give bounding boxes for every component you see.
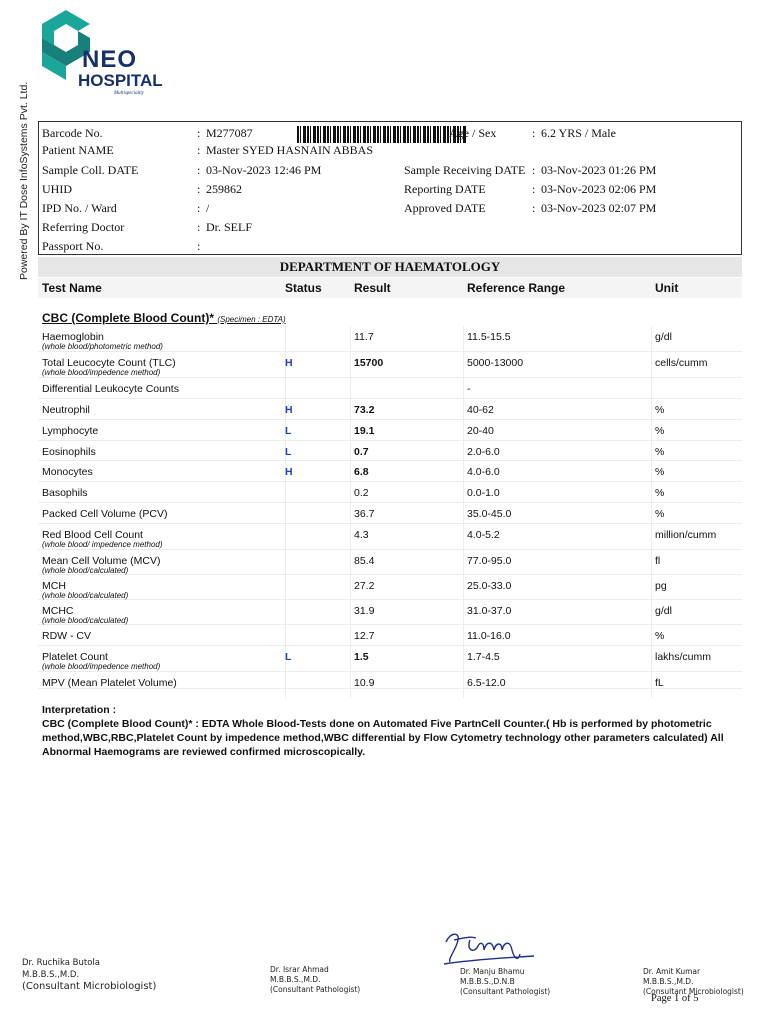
test-name: MCH <box>42 580 66 592</box>
test-name: Eosinophils <box>42 446 96 458</box>
result-value: 0.7 <box>354 446 369 458</box>
test-method: (whole blood/photometric method) <box>42 342 163 351</box>
colon: : <box>197 143 201 157</box>
approved-date-label: Approved DATE <box>404 201 486 215</box>
doctor-name: Dr. Ruchika Butola <box>22 958 101 968</box>
unit: % <box>655 508 665 520</box>
unit: g/dl <box>655 605 672 617</box>
reference-range: 5000-13000 <box>467 357 524 369</box>
sample-coll-label: Sample Coll. DATE <box>42 163 139 177</box>
test-name: MCHC <box>42 605 74 617</box>
section-title-text: CBC (Complete Blood Count)* <box>42 311 214 325</box>
status-flag: L <box>285 425 292 437</box>
colon: : <box>197 126 201 140</box>
table-row <box>38 575 742 600</box>
test-name: Neutrophil <box>42 404 90 416</box>
test-name: RDW - CV <box>42 630 91 642</box>
table-row <box>38 600 742 625</box>
reference-range: 11.0-16.0 <box>467 630 511 642</box>
uhid-value: 259862 <box>206 182 242 196</box>
department-header: DEPARTMENT OF HAEMATOLOGY <box>38 257 742 277</box>
result-value: 73.2 <box>354 404 375 416</box>
passport-label: Passport No. <box>42 239 104 253</box>
sample-coll-value: 03-Nov-2023 12:46 PM <box>206 163 322 177</box>
reference-range: 77.0-95.0 <box>467 555 512 567</box>
table-row <box>38 482 742 503</box>
unit: pg <box>655 580 667 592</box>
status-flag: H <box>285 466 293 478</box>
doctor-role: (Consultant Pathologist) <box>460 987 551 996</box>
reference-range: 2.0-6.0 <box>467 446 500 458</box>
referring-doctor-label: Referring Doctor <box>42 220 125 234</box>
test-name: Haemoglobin <box>42 331 104 343</box>
result-value: 85.4 <box>354 555 375 567</box>
reporting-date-value: 03-Nov-2023 02:06 PM <box>541 182 657 196</box>
table-row <box>38 399 742 420</box>
signature-block <box>22 957 156 993</box>
col-result: Result <box>354 281 391 295</box>
result-value: 10.9 <box>354 677 375 689</box>
reference-range: 1.7-4.5 <box>467 651 500 663</box>
table-row <box>38 420 742 441</box>
col-reference-range: Reference Range <box>467 281 566 295</box>
barcode-image <box>297 126 467 143</box>
test-name: Platelet Count <box>42 651 108 663</box>
signature-block <box>270 965 360 995</box>
unit: fL <box>655 677 664 689</box>
table-row <box>38 550 742 575</box>
colon: : <box>197 239 201 253</box>
signature-image <box>440 928 540 968</box>
unit: % <box>655 446 665 458</box>
doctor-name: Dr. Manju Bhamu <box>460 967 525 976</box>
patient-details <box>38 121 742 255</box>
reference-range: 40-62 <box>467 404 494 416</box>
referring-doctor-value: Dr. SELF <box>206 220 253 234</box>
result-value: 19.1 <box>354 425 375 437</box>
reporting-date-label: Reporting DATE <box>404 182 486 196</box>
sample-receiving-label: Sample Receiving DATE <box>404 163 526 177</box>
reference-range: 25.0-33.0 <box>467 580 512 592</box>
logo-text-hospital: HOSPITAL <box>78 71 163 90</box>
test-name: Packed Cell Volume (PCV) <box>42 508 168 520</box>
col-unit: Unit <box>655 281 679 295</box>
interpretation-text: CBC (Complete Blood Count)* : EDTA Whole Blood-Tests done on Automated Five PartnCell Counter.( Hb is performed by photometric method,WBC,RBC,Platelet Count by impedence method,WBC differential by Flow Cytometry technology other parameters calculated) All Abnormal Haemograms are reviewed confirmed microscopically. <box>42 718 724 758</box>
unit: lakhs/cumm <box>655 651 712 663</box>
barcode-label: Barcode No. <box>42 126 103 140</box>
section-title <box>42 311 286 325</box>
test-method: (whole blood/calculated) <box>42 616 129 625</box>
result-value: 11.7 <box>354 331 374 343</box>
status-flag: H <box>285 404 293 416</box>
age-sex-value: 6.2 YRS / Male <box>541 126 616 140</box>
reference-range: 4.0-5.2 <box>467 529 500 541</box>
age-sex-label: Age / Sex <box>449 126 497 140</box>
doctor-degree: M.B.B.S.,M.D. <box>22 970 80 980</box>
status-flag: L <box>285 446 292 458</box>
sample-receiving-value: 03-Nov-2023 01:26 PM <box>541 163 657 177</box>
logo-text-neo: NEO <box>82 46 138 73</box>
doctor-name: Dr. Israr Ahmad <box>270 965 329 974</box>
page-number: Page 1 of 5 <box>651 993 699 1004</box>
result-value: 31.9 <box>354 605 375 617</box>
table-row <box>38 672 742 689</box>
test-method: (whole blood/ impedence method) <box>42 540 163 549</box>
powered-by-text: Powered By IT Dose InfoSystems Pvt. Ltd. <box>18 81 30 280</box>
colon: : <box>197 220 201 234</box>
doctor-degree: M.B.B.S.,M.D. <box>643 977 694 986</box>
reference-range: 35.0-45.0 <box>467 508 512 520</box>
result-value: 1.5 <box>354 651 369 663</box>
unit: % <box>655 425 665 437</box>
table-row <box>38 461 742 482</box>
table-row <box>38 503 742 524</box>
col-status: Status <box>285 281 322 295</box>
test-name: Mean Cell Volume (MCV) <box>42 555 161 567</box>
unit: % <box>655 466 665 478</box>
reference-range: 20-40 <box>467 425 494 437</box>
colon: : <box>532 163 536 177</box>
result-value: 12.7 <box>354 630 375 642</box>
unit: % <box>655 404 665 416</box>
test-method: (whole blood/calculated) <box>42 591 129 600</box>
test-name: Differential Leukocyte Counts <box>42 383 179 395</box>
reference-range: 4.0-6.0 <box>467 466 500 478</box>
status-flag: L <box>285 651 292 663</box>
test-name: Lymphocyte <box>42 425 99 437</box>
logo-tagline: Multispeciality <box>114 91 144 96</box>
unit: fl <box>655 555 661 567</box>
table-row <box>38 646 742 672</box>
test-name: Monocytes <box>42 466 93 478</box>
doctor-role: (Consultant Microbiologist) <box>643 987 744 996</box>
colon: : <box>197 201 201 215</box>
result-value: 0.2 <box>354 487 369 499</box>
ipd-value: / <box>206 201 210 215</box>
table-row <box>38 326 742 352</box>
test-method: (whole blood/impedence method) <box>42 662 161 671</box>
colon: : <box>197 163 201 177</box>
unit: % <box>655 487 665 499</box>
table-row <box>38 524 742 550</box>
status-flag: H <box>285 357 293 369</box>
doctor-degree: M.B.B.S.,D.N.B <box>460 977 515 986</box>
col-test-name: Test Name <box>42 281 102 295</box>
doctor-degree: M.B.B.S.,M.D. <box>270 975 321 984</box>
reference-range: 0.0-1.0 <box>467 487 500 499</box>
result-value: 15700 <box>354 357 384 369</box>
result-value: 27.2 <box>354 580 375 592</box>
table-row <box>38 378 742 399</box>
doctor-role: (Consultant Microbiologist) <box>22 981 157 992</box>
signature-block <box>460 967 550 997</box>
reference-range: 11.5-15.5 <box>467 331 511 343</box>
reference-range: 6.5-12.0 <box>467 677 506 689</box>
reference-range: 31.0-37.0 <box>467 605 512 617</box>
test-name: Basophils <box>42 487 88 499</box>
uhid-label: UHID <box>42 182 72 196</box>
patient-name-label: Patient NAME <box>42 143 114 157</box>
result-value: 36.7 <box>354 508 375 520</box>
colon: : <box>532 182 536 196</box>
result-value: 4.3 <box>354 529 369 541</box>
table-row <box>38 352 742 378</box>
interpretation-title: Interpretation : <box>42 704 117 716</box>
result-value: 6.8 <box>354 466 369 478</box>
test-method: (whole blood/calculated) <box>42 566 129 575</box>
doctor-name: Dr. Amit Kumar <box>643 967 701 976</box>
table-row <box>38 625 742 646</box>
specimen-note: (Specimen : EDTA) <box>217 315 286 324</box>
test-name: Total Leucocyte Count (TLC) <box>42 357 176 369</box>
table-row <box>38 441 742 461</box>
reference-range: - <box>467 383 471 395</box>
unit: g/dl <box>655 331 672 343</box>
ipd-label: IPD No. / Ward <box>42 201 117 215</box>
unit: million/cumm <box>655 529 717 541</box>
colon: : <box>532 201 536 215</box>
unit: cells/cumm <box>655 357 708 369</box>
patient-name-value: Master SYED HASNAIN ABBAS <box>206 143 374 157</box>
barcode-value: M277087 <box>206 126 253 140</box>
hospital-logo <box>38 8 168 98</box>
test-name: Red Blood Cell Count <box>42 529 143 541</box>
approved-date-value: 03-Nov-2023 02:07 PM <box>541 201 657 215</box>
colon: : <box>197 182 201 196</box>
doctor-role: (Consultant Pathologist) <box>270 985 361 994</box>
test-name: MPV (Mean Platelet Volume) <box>42 677 177 689</box>
test-method: (whole blood/impedence method) <box>42 368 161 377</box>
unit: % <box>655 630 665 642</box>
colon: : <box>532 126 536 140</box>
